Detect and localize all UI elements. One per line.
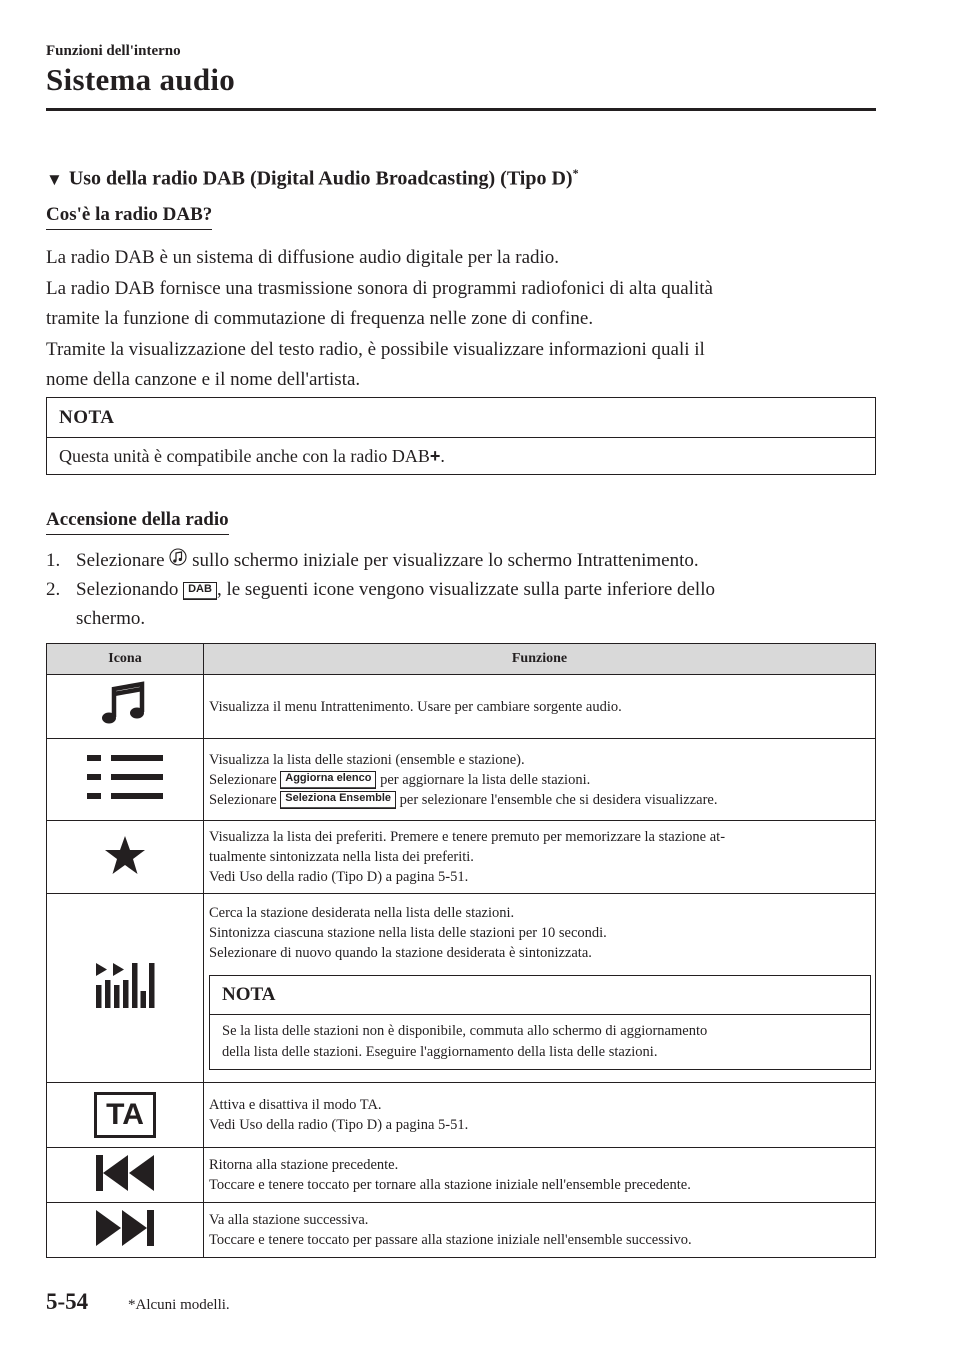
icon-cell xyxy=(47,1083,204,1148)
page-number: 5-54 xyxy=(46,1289,89,1314)
nota-line: della lista delle stazioni. Eseguire l'aggiornamento della lista delle stazioni. xyxy=(222,1043,658,1060)
step-number: 2. xyxy=(46,579,61,600)
intro-line: nome della canzone e il nome dell'artista. xyxy=(46,369,361,390)
footnote-mark: * xyxy=(572,166,579,180)
triangle-marker-icon: ▼ xyxy=(46,169,63,189)
function-cell xyxy=(204,1148,876,1203)
intro-paragraph xyxy=(46,243,876,396)
step-text: Selezionare xyxy=(76,550,165,571)
skip-previous-icon xyxy=(94,1153,156,1193)
icon-cell xyxy=(47,894,204,1083)
function-text: Selezionare xyxy=(209,771,277,788)
function-line: Vedi Uso della radio (Tipo D) a pagina 5-51. xyxy=(209,869,469,885)
subheading-what-is-dab: Cos'è la radio DAB? xyxy=(46,204,212,230)
icon-cell xyxy=(47,739,204,821)
function-line: Attiva e disattiva il modo TA. xyxy=(209,1097,382,1113)
function-line: Cerca la stazione desiderata nella lista delle stazioni. xyxy=(209,904,515,921)
section-heading-text: Uso della radio DAB (Digital Audio Broadcasting) (Tipo D) xyxy=(68,167,573,190)
table-header-row xyxy=(47,644,876,675)
function-cell xyxy=(204,675,876,739)
icon-cell xyxy=(47,675,204,739)
function-line: Va alla stazione successiva. xyxy=(209,1212,369,1228)
step-text: Selezionando xyxy=(76,579,179,600)
table-row xyxy=(47,894,876,1083)
function-line: Selezionare di nuovo quando la stazione desiderata è sintonizzata. xyxy=(209,944,592,961)
icon-cell xyxy=(47,1203,204,1258)
station-list-icon xyxy=(85,752,165,802)
column-header-function: Funzione xyxy=(204,644,876,675)
function-cell xyxy=(204,1203,876,1258)
function-line: Visualizza il menu Intrattenimento. Usare per cambiare sorgente audio. xyxy=(209,698,622,715)
nota-box xyxy=(46,397,876,475)
table-row xyxy=(47,1148,876,1203)
icon-cell xyxy=(47,821,204,894)
function-line: Visualizza la lista dei preferiti. Premere e tenere premuto per memorizzare la stazione at- xyxy=(209,829,726,845)
function-line: tualmente sintonizzata nella lista dei preferiti. xyxy=(209,849,474,865)
table-row xyxy=(47,1083,876,1148)
step-2 xyxy=(46,575,715,605)
subheading-power-on: Accensione della radio xyxy=(46,509,229,535)
music-note-icon xyxy=(169,548,187,578)
function-line: Sintonizza ciascuna stazione nella lista delle stazioni per 10 secondi. xyxy=(209,924,607,941)
icon-cell xyxy=(47,1148,204,1203)
select-ensemble-button: Seleziona Ensemble xyxy=(280,791,396,809)
skip-next-icon xyxy=(94,1208,156,1248)
function-text: Selezionare xyxy=(209,791,277,808)
function-line: Toccare e tenere toccato per tornare alla stazione iniziale nell'ensemble precedente. xyxy=(209,1177,691,1193)
column-header-icon: Icona xyxy=(47,644,204,675)
nota-text xyxy=(210,1015,870,1069)
function-line: Ritorna alla stazione precedente. xyxy=(209,1157,399,1173)
function-cell xyxy=(204,1083,876,1148)
nota-line: Se la lista delle stazioni non è disponibile, commuta allo schermo di aggiornamento xyxy=(222,1022,708,1039)
intro-line: tramite la funzione di commutazione di frequenza nelle zone di confine. xyxy=(46,308,594,329)
function-text: per selezionare l'ensemble che si desidera visualizzare. xyxy=(399,791,718,808)
ta-icon xyxy=(94,1092,156,1138)
table-row xyxy=(47,821,876,894)
ta-icon-text: TA xyxy=(106,1098,144,1131)
section-heading xyxy=(46,166,579,191)
section-label: Funzioni dell'interno xyxy=(46,43,181,59)
function-cell xyxy=(204,739,876,821)
table-row xyxy=(47,739,876,821)
nota-text-end: . xyxy=(440,446,445,466)
function-line: Vedi Uso della radio (Tipo D) a pagina 5-51. xyxy=(209,1117,469,1133)
step-2-continuation: schermo. xyxy=(76,608,146,629)
function-line xyxy=(209,770,871,790)
nota-box-inner xyxy=(209,975,871,1070)
intro-line: La radio DAB fornisce una trasmissione sonora di programmi radiofonici di alta qualità xyxy=(46,277,713,299)
dab-plus-icon: + xyxy=(429,446,441,466)
step-text: sullo schermo iniziale per visualizzare lo schermo Intrattenimento. xyxy=(192,550,699,571)
star-icon xyxy=(104,835,146,875)
function-text: per aggiornare la lista delle stazioni. xyxy=(380,771,591,788)
function-line: Toccare e tenere toccato per passare alla stazione iniziale nell'ensemble successivo. xyxy=(209,1232,692,1248)
nota-text xyxy=(47,438,875,474)
scan-icon xyxy=(94,961,156,1011)
function-line xyxy=(209,790,871,810)
icon-function-table xyxy=(46,643,876,1258)
dab-button: DAB xyxy=(183,582,217,600)
update-list-button: Aggiorna elenco xyxy=(280,771,376,789)
nota-text-main: Questa unità è compatibile anche con la radio DAB xyxy=(59,446,430,466)
function-cell xyxy=(204,894,876,1083)
nota-label: NOTA xyxy=(47,398,875,438)
function-line: Visualizza la lista delle stazioni (ensemble e stazione). xyxy=(209,751,525,768)
table-row xyxy=(47,675,876,739)
footnote: *Alcuni modelli. xyxy=(128,1297,230,1313)
step-1 xyxy=(46,546,699,578)
intro-line: Tramite la visualizzazione del testo radio, è possibile visualizzare informazioni quali il xyxy=(46,338,705,360)
title-divider xyxy=(46,108,876,111)
function-cell xyxy=(204,821,876,894)
music-note-icon xyxy=(101,681,149,727)
page-title: Sistema audio xyxy=(46,62,236,97)
table-row xyxy=(47,1203,876,1258)
intro-line: La radio DAB è un sistema di diffusione audio digitale per la radio. xyxy=(46,247,560,268)
step-text: , le seguenti icone vengono visualizzate sulla parte inferiore dello xyxy=(216,579,715,600)
nota-label: NOTA xyxy=(210,976,870,1015)
step-number: 1. xyxy=(46,550,61,571)
